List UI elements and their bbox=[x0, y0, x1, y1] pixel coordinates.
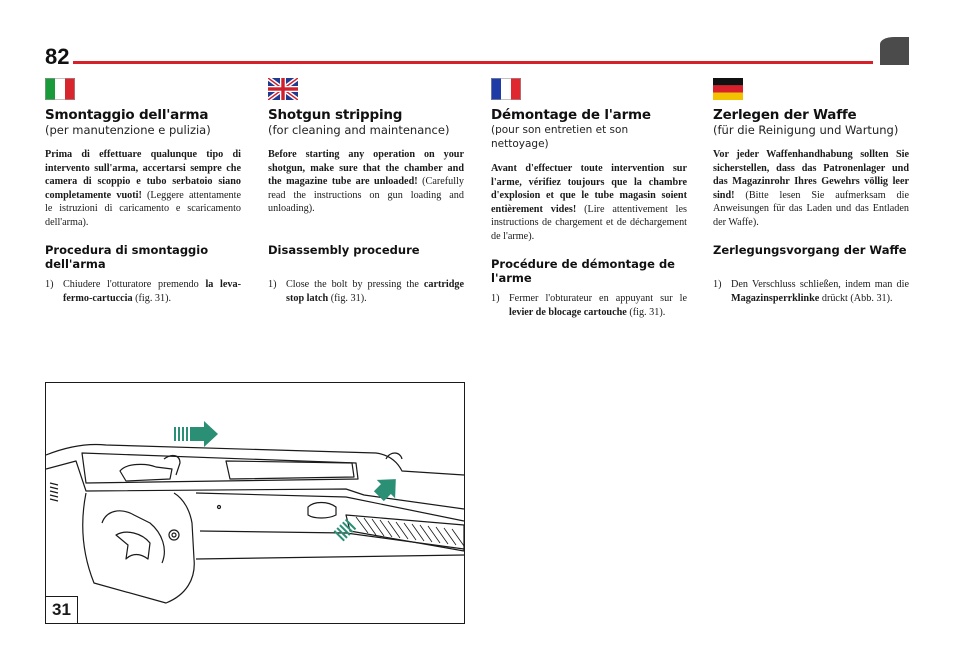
step-text-bold: cartridge stop latch bbox=[286, 279, 464, 304]
step-number: 1) bbox=[45, 279, 54, 290]
procedure-title: Procédure de démontage de l'arme bbox=[491, 257, 675, 285]
section-subtitle: (pour son entretien et son nettoyage) bbox=[491, 124, 629, 150]
step-text bbox=[509, 292, 687, 319]
section-title: Démontage de l'arme bbox=[491, 107, 651, 123]
shotgun-receiver-illustration bbox=[46, 383, 464, 623]
column-english bbox=[268, 78, 464, 305]
intro-warning: Prima di effettuare qualunque tipo di intervento sull'arma, accertarsi sempre che camera di scoppio e tubo serbatoio siano completamente vuoti! bbox=[45, 149, 241, 201]
intro-note: (Carefully read the instructions on gun loading and unloading). bbox=[268, 176, 464, 214]
column-french bbox=[491, 78, 687, 319]
procedure-step bbox=[713, 278, 909, 305]
procedure-title: Zerlegungsvorgang der Waffe bbox=[713, 243, 907, 257]
step-text-pre: Fermer l'obturateur en appuyant sur le bbox=[509, 293, 687, 304]
procedure-step bbox=[268, 278, 464, 305]
step-text-post: drückt (Abb. 31). bbox=[819, 292, 893, 304]
column-german bbox=[713, 78, 909, 305]
flag-uk-icon bbox=[268, 78, 298, 100]
procedure-title: Procedura di smontaggio dell'arma bbox=[45, 243, 209, 271]
intro-warning: Avant d'effectuer toute intervention sur l'arme, vérifiez toujours que la chambre d'explosion et que le tube magasin soient entièrement vides! bbox=[491, 163, 687, 215]
figure-number: 31 bbox=[46, 596, 78, 623]
procedure-step bbox=[45, 278, 241, 305]
intro-text bbox=[45, 148, 241, 244]
intro-warning: Vor jeder Waffenhandhabung sollten Sie sicherstellen, dass das Patronenlager und das Magazinrohr Ihres Gewehrs völlig leer sind! bbox=[713, 149, 909, 201]
step-text-bold: la leva-fermo-cartuccia bbox=[63, 279, 241, 304]
flag-italy-icon bbox=[45, 78, 75, 100]
step-text-bold: Magazinsperrklinke bbox=[731, 292, 820, 304]
step-text-post: (fig. 31). bbox=[626, 306, 666, 318]
section-subtitle: (für die Reinigung und Wartung) bbox=[713, 123, 899, 137]
section-title: Zerlegen der Waffe bbox=[713, 107, 857, 123]
intro-text bbox=[268, 148, 464, 244]
section-title: Smontaggio dell'arma bbox=[45, 107, 209, 123]
step-text-pre: Chiudere l'otturatore premendo bbox=[63, 279, 206, 290]
section-subtitle: (for cleaning and maintenance) bbox=[268, 123, 450, 137]
step-text bbox=[286, 278, 464, 305]
page-number: 82 bbox=[45, 44, 70, 69]
step-text-post: (fig. 31). bbox=[132, 292, 172, 304]
intro-note: (Leggere attentamente le istruzioni di caricamento e scaricamento dell'arma). bbox=[45, 189, 241, 228]
step-number: 1) bbox=[491, 293, 500, 304]
step-text bbox=[731, 278, 909, 305]
flag-france-icon bbox=[491, 78, 521, 100]
figure-31 bbox=[45, 382, 465, 624]
step-text-pre: Close the bolt by pressing the bbox=[286, 279, 424, 290]
intro-text bbox=[713, 148, 909, 244]
step-text-post: (fig. 31). bbox=[328, 292, 367, 304]
section-tab bbox=[880, 37, 909, 65]
intro-warning: Before starting any operation on your shotgun, make sure that the chamber and the magazine tube are unloaded! bbox=[268, 149, 464, 187]
direction-arrow-right-icon bbox=[174, 421, 218, 447]
column-italian bbox=[45, 78, 241, 305]
intro-text bbox=[491, 162, 687, 258]
section-title: Shotgun stripping bbox=[268, 107, 403, 123]
intro-note: (Lire attentivement les instructions de chargement et de déchargement de l'arme). bbox=[491, 203, 687, 242]
step-number: 1) bbox=[268, 279, 277, 290]
section-subtitle: (per manutenzione e pulizia) bbox=[45, 123, 211, 137]
procedure-title: Disassembly procedure bbox=[268, 243, 420, 257]
step-text bbox=[63, 278, 241, 305]
step-number: 1) bbox=[713, 279, 722, 290]
intro-note: (Bitte lesen Sie aufmerksam die Anweisungen für das Laden und das Entladen der Waffe). bbox=[713, 189, 909, 228]
step-text-pre: Den Verschluss schließen, indem man die bbox=[731, 279, 909, 290]
step-text-bold: levier de blocage cartouche bbox=[509, 306, 627, 318]
flag-germany-icon bbox=[713, 78, 743, 100]
header-rule bbox=[73, 61, 873, 64]
procedure-step bbox=[491, 292, 687, 319]
